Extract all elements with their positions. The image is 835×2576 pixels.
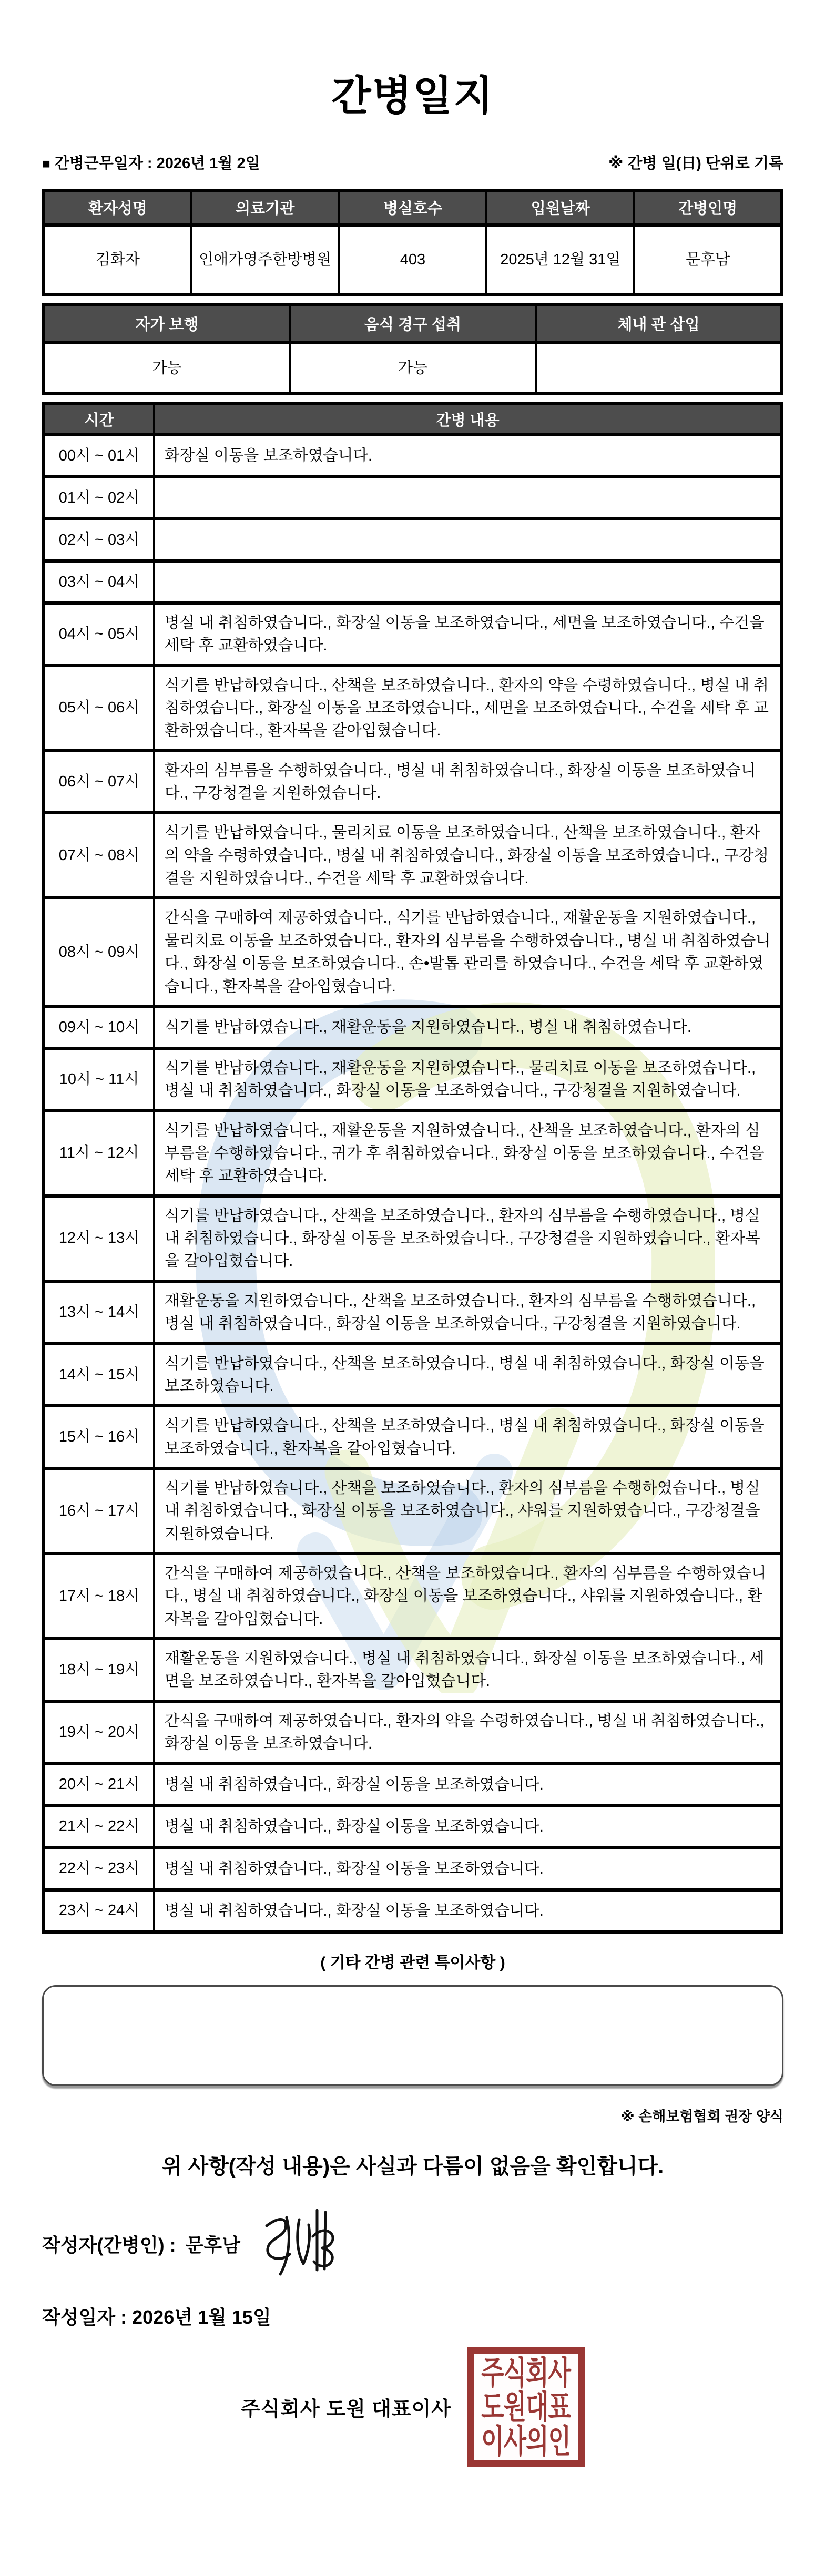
care-time-cell: 14시 ~ 15시 [44, 1344, 154, 1406]
care-content-cell: 화장실 이동을 보조하였습니다. [154, 435, 782, 477]
care-content-cell: 식기를 반납하였습니다., 재활운동을 지원하였습니다., 병실 내 취침하였습니다. [154, 1006, 782, 1048]
care-time-cell: 23시 ~ 24시 [44, 1890, 154, 1932]
writer-label: 작성자(간병인) : [42, 2234, 176, 2256]
care-time-cell: 17시 ~ 18시 [44, 1553, 154, 1639]
care-table-row [44, 561, 782, 603]
header-self-walking: 자가 보행 [44, 305, 290, 343]
form-note: ※ 손해보험협회 권장 양식 [620, 2108, 783, 2124]
care-table-row [44, 435, 782, 477]
ability-table [42, 303, 783, 395]
care-content-cell: 간식을 구매하여 제공하였습니다., 환자의 약을 수령하였습니다., 병실 내 취침하였습니다., 화장실 이동을 보조하였습니다. [154, 1701, 782, 1764]
care-table-body [44, 435, 782, 1932]
care-time-cell: 06시 ~ 07시 [44, 751, 154, 813]
patient-info-value-row [44, 225, 782, 294]
care-table-row [44, 1111, 782, 1196]
care-content-cell: 식기를 반납하였습니다., 물리치료 이동을 보조하였습니다., 산책을 보조하였습니다., 환자의 약을 수령하였습니다., 병실 내 취침하였습니다., 화장실 이동을 보조하였습니다., 구강청결을 지원하였습니다., 수건을 세탁 후 교환하였습니다. [154, 813, 782, 898]
work-date-label: 간병근무일자 : [54, 155, 152, 172]
care-table-row [44, 1553, 782, 1639]
notes-heading: ( 기타 간병 관련 특이사항 ) [320, 1954, 505, 1971]
write-date-line [42, 2303, 783, 2329]
care-table-row [44, 813, 782, 898]
care-content-cell: 간식을 구매하여 제공하였습니다., 산책을 보조하였습니다., 환자의 심부름을 수행하였습니다., 병실 내 취침하였습니다., 화장실 이동을 보조하였습니다., 샤워를 지원하였습니다., 환자복을 갈아입혔습니다. [154, 1553, 782, 1639]
care-table-row [44, 1468, 782, 1553]
care-time-cell: 02시 ~ 03시 [44, 519, 154, 561]
care-time-cell: 22시 ~ 23시 [44, 1848, 154, 1890]
company-line: 주식회사 도원 대표이사 [240, 2398, 452, 2421]
care-content-cell: 간식을 구매하여 제공하였습니다., 식기를 반납하였습니다., 재활운동을 지원하였습니다., 물리치료 이동을 보조하였습니다., 환자의 심부름을 수행하였습니다., 병실 내 취침하였습니다., 화장실 이동을 보조하였습니다., 손•발톱 관리를 하였습니다., 수건을 세탁 후 교환하였습니다., 환자복을 갈아입혔습니다. [154, 898, 782, 1006]
stamp-line-1: 주식회사 [481, 2354, 571, 2392]
stamp-line-2: 도원대표 [481, 2388, 571, 2426]
company-seal-stamp [467, 2347, 585, 2467]
care-time-cell: 05시 ~ 06시 [44, 666, 154, 751]
care-content-cell: 병실 내 취침하였습니다., 화장실 이동을 보조하였습니다. [154, 1806, 782, 1848]
self-walking-cell: 가능 [44, 343, 290, 393]
header-admission-date: 입원날짜 [486, 190, 634, 225]
care-content-cell: 식기를 반납하였습니다., 산책을 보조하였습니다., 환자의 심부름을 수행하였습니다., 병실 내 취침하였습니다., 화장실 이동을 보조하였습니다., 구강청결을 지원하였습니다., 환자복을 갈아입혔습니다. [154, 1196, 782, 1281]
care-time-cell: 15시 ~ 16시 [44, 1406, 154, 1468]
header-patient-name: 환자성명 [44, 190, 191, 225]
care-table-row [44, 1196, 782, 1281]
oral-intake-cell: 가능 [290, 343, 536, 393]
care-table-row [44, 1890, 782, 1932]
ability-header-row [44, 305, 782, 343]
care-time-cell: 01시 ~ 02시 [44, 477, 154, 519]
care-time-cell: 09시 ~ 10시 [44, 1006, 154, 1048]
care-content-cell: 식기를 반납하였습니다., 산책을 보조하였습니다., 환자의 심부름을 수행하였습니다., 병실 내 취침하였습니다., 화장실 이동을 보조하였습니다., 샤워를 지원하였습니다., 구강청결을 지원하였습니다. [154, 1468, 782, 1553]
writer-name: 문후남 [185, 2234, 240, 2256]
care-time-cell: 03시 ~ 04시 [44, 561, 154, 603]
care-table-row [44, 603, 782, 666]
header-room-number: 병실호수 [339, 190, 487, 225]
care-table-row [44, 1406, 782, 1468]
care-time-cell: 04시 ~ 05시 [44, 603, 154, 666]
care-table-row [44, 1344, 782, 1406]
care-content-cell [154, 477, 782, 519]
stamp-line-3: 이사의인 [481, 2422, 571, 2460]
care-table-row [44, 1006, 782, 1048]
care-time-cell: 12시 ~ 13시 [44, 1196, 154, 1281]
square-bullet-icon: ■ [42, 155, 50, 171]
ability-value-row [44, 343, 782, 393]
care-time-cell: 18시 ~ 19시 [44, 1639, 154, 1701]
company-block [42, 2347, 783, 2467]
write-date-label: 작성일자 : [42, 2306, 127, 2328]
care-table-row [44, 1639, 782, 1701]
header-caregiver-name: 간병인명 [634, 190, 782, 225]
write-date-value: 2026년 1월 15일 [132, 2306, 271, 2328]
header-medical-institution: 의료기관 [191, 190, 339, 225]
patient-info-header-row [44, 190, 782, 225]
care-log-table [42, 402, 783, 1934]
care-table-row [44, 519, 782, 561]
care-time-cell: 10시 ~ 11시 [44, 1048, 154, 1111]
care-content-cell: 재활운동을 지원하였습니다., 병실 내 취침하였습니다., 화장실 이동을 보조하였습니다., 세면을 보조하였습니다., 환자복을 갈아입혔습니다. [154, 1639, 782, 1701]
care-content-cell: 병실 내 취침하였습니다., 화장실 이동을 보조하였습니다. [154, 1890, 782, 1932]
care-time-cell: 00시 ~ 01시 [44, 435, 154, 477]
confirmation-statement: 위 사항(작성 내용)은 사실과 다름이 없음을 확인합니다. [161, 2154, 664, 2178]
care-work-date [42, 151, 260, 173]
care-content-cell: 식기를 반납하였습니다., 산책을 보조하였습니다., 병실 내 취침하였습니다., 화장실 이동을 보조하였습니다. [154, 1344, 782, 1406]
care-content-cell [154, 561, 782, 603]
care-content-cell: 식기를 반납하였습니다., 산책을 보조하였습니다., 병실 내 취침하였습니다., 화장실 이동을 보조하였습니다., 환자복을 갈아입혔습니다. [154, 1406, 782, 1468]
page-title: 간병일지 [331, 73, 494, 119]
care-table-row [44, 1764, 782, 1806]
care-time-cell: 07시 ~ 08시 [44, 813, 154, 898]
care-time-cell: 11시 ~ 12시 [44, 1111, 154, 1196]
care-content-cell: 병실 내 취침하였습니다., 화장실 이동을 보조하였습니다. [154, 1848, 782, 1890]
care-time-cell: 21시 ~ 22시 [44, 1806, 154, 1848]
notes-box [42, 1985, 783, 2086]
header-time: 시간 [44, 404, 154, 435]
care-table-row [44, 666, 782, 751]
care-content-cell: 식기를 반납하였습니다., 산책을 보조하였습니다., 환자의 약을 수령하였습니다., 병실 내 취침하였습니다., 화장실 이동을 보조하였습니다., 세면을 보조하였습니다., 수건을 세탁 후 교환하였습니다., 환자복을 갈아입혔습니다. [154, 666, 782, 751]
medical-institution-cell: 인애가영주한방병원 [191, 225, 339, 294]
patient-info-table [42, 189, 783, 296]
care-log-header-row [44, 404, 782, 435]
care-time-cell: 16시 ~ 17시 [44, 1468, 154, 1553]
work-date-value: 2026년 1월 2일 [156, 155, 260, 172]
care-time-cell: 20시 ~ 21시 [44, 1764, 154, 1806]
care-content-cell: 식기를 반납하였습니다., 재활운동을 지원하였습니다., 산책을 보조하였습니다., 환자의 심부름을 수행하였습니다., 귀가 후 취침하였습니다., 화장실 이동을 보조하였습니다., 수건을 세탁 후 교환하였습니다. [154, 1111, 782, 1196]
header-care-content: 간병 내용 [154, 404, 782, 435]
admission-date-cell: 2025년 12월 31일 [486, 225, 634, 294]
care-time-cell: 13시 ~ 14시 [44, 1281, 154, 1344]
care-table-row [44, 477, 782, 519]
unit-note: ※ 간병 일(日) 단위로 기록 [608, 155, 783, 172]
caregiver-name-cell: 문후남 [634, 225, 782, 294]
care-time-cell: 19시 ~ 20시 [44, 1701, 154, 1764]
header-internal-tube: 체내 관 삽입 [536, 305, 782, 343]
header-oral-intake: 음식 경구 섭취 [290, 305, 536, 343]
care-content-cell: 재활운동을 지원하였습니다., 산책을 보조하였습니다., 환자의 심부름을 수행하였습니다., 병실 내 취침하였습니다., 화장실 이동을 보조하였습니다., 구강청결을 지원하였습니다. [154, 1281, 782, 1344]
care-content-cell: 식기를 반납하였습니다., 재활운동을 지원하였습니다., 물리치료 이동을 보조하였습니다., 병실 내 취침하였습니다., 화장실 이동을 보조하였습니다., 구강청결을 지원하였습니다. [154, 1048, 782, 1111]
care-content-cell [154, 519, 782, 561]
patient-name-cell: 김화자 [44, 225, 191, 294]
writer-signature [258, 2206, 342, 2279]
meta-row [42, 151, 783, 173]
care-content-cell: 환자의 심부름을 수행하였습니다., 병실 내 취침하였습니다., 화장실 이동을 보조하였습니다., 구강청결을 지원하였습니다. [154, 751, 782, 813]
care-table-row [44, 898, 782, 1006]
care-table-row [44, 1806, 782, 1848]
care-table-row [44, 1281, 782, 1344]
internal-tube-cell [536, 343, 782, 393]
care-content-cell: 병실 내 취침하였습니다., 화장실 이동을 보조하였습니다., 세면을 보조하였습니다., 수건을 세탁 후 교환하였습니다. [154, 603, 782, 666]
care-table-row [44, 1048, 782, 1111]
room-number-cell: 403 [339, 225, 487, 294]
care-content-cell: 병실 내 취침하였습니다., 화장실 이동을 보조하였습니다. [154, 1764, 782, 1806]
care-time-cell: 08시 ~ 09시 [44, 898, 154, 1006]
care-table-row [44, 1701, 782, 1764]
writer-line [42, 2209, 783, 2279]
care-table-row [44, 1848, 782, 1890]
care-table-row [44, 751, 782, 813]
